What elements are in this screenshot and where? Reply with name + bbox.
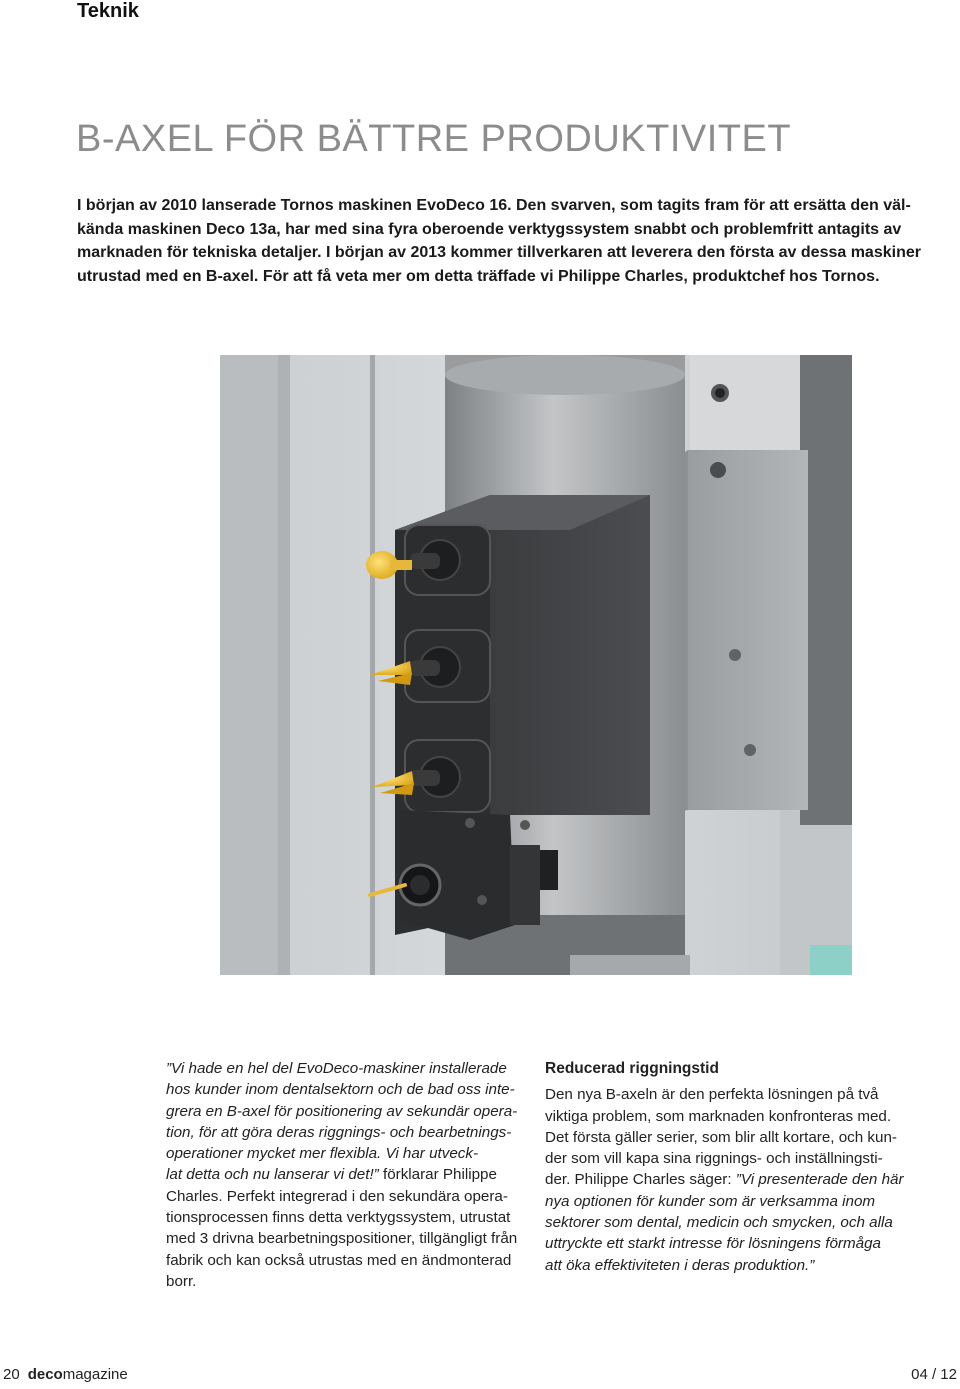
lede-line: marknaden för tekniska detaljer. I början av 2013 kommer tillverkaren att leverera den första av dessa maskiner: [77, 244, 921, 261]
page-number: 20: [3, 1366, 20, 1383]
body-line: Charles. Perfekt integrerad i den sekundära opera-: [166, 1187, 508, 1205]
section-label: Teknik: [77, 0, 139, 22]
mixed-line: [545, 1169, 904, 1190]
section-heading: Reducerad riggningstid: [545, 1060, 719, 1077]
body-line: Det första gäller serier, som blir allt kortare, och kun-: [545, 1128, 897, 1146]
lede-line: utrustad med en B-axel. För att få veta mer om detta träffade vi Philippe Charles, produktchef hos Tornos.: [77, 267, 880, 285]
lede-line: I början av 2010 lanserade Tornos maskinen EvoDeco 16. Den svarven, som tagits fram för att ersätta den väl-: [77, 197, 911, 214]
lede-paragraph: [77, 194, 921, 288]
left-column: [166, 1058, 522, 1292]
body-line: med 3 drivna bearbetningspositioner, tillgängligt från: [166, 1230, 518, 1248]
quote-line: nya optionen för kunder som är verksamma inom: [545, 1192, 876, 1210]
body-text: der. Philippe Charles säger:: [545, 1171, 736, 1189]
attribution: förklarar Philippe: [378, 1166, 497, 1184]
quote-line: tion, för att göra deras riggnings- och bearbetnings-: [166, 1123, 512, 1141]
quote-line: att öka effektiviteten i deras produktion.”: [545, 1256, 815, 1274]
body-line: borr.: [166, 1272, 197, 1290]
issue-number: 04 / 12: [911, 1366, 957, 1383]
brand-name-bold: deco: [27, 1366, 63, 1383]
body-line: viktiga problem, som marknaden konfronteras med.: [545, 1107, 892, 1125]
lede-line: kända maskinen Deco 13a, har med sina fyra oberoende verktygssystem snabbt och problemfritt antagits av: [77, 220, 902, 238]
quote-line: ”Vi hade en hel del EvoDeco-maskiner installerade: [166, 1060, 507, 1077]
quote-line: uttryckte ett starkt intresse för lösningens förmåga: [545, 1235, 881, 1253]
machine-tool-b-axis-photo: [220, 355, 852, 975]
footer-left: [3, 1366, 128, 1383]
quote-line: hos kunder inom dentalsektorn och de bad oss inte-: [166, 1081, 515, 1099]
body-line: fabrik och kan också utrustas med en ändmonterad: [166, 1251, 512, 1269]
right-column: [545, 1058, 904, 1276]
body-line: tionsprocessen finns detta verktygssystem, utrustat: [166, 1209, 511, 1227]
quote-text: ”Vi presenterade den här: [735, 1171, 904, 1189]
page-title: B-AXEL FÖR BÄTTRE PRODUKTIVITET: [76, 118, 792, 160]
body-line: der som vill kapa sina riggnings- och inställningsti-: [545, 1150, 883, 1168]
quote-line: operationer mycket mer flexibla. Vi har utveck-: [166, 1145, 479, 1163]
quote-line: lat detta och nu lanserar vi det!”: [166, 1166, 379, 1184]
brand-name-rest: magazine: [62, 1366, 128, 1383]
quote-line: grera en B-axel för positionering av sekundär opera-: [166, 1102, 518, 1120]
body-line: Den nya B-axeln är den perfekta lösningen på två: [545, 1086, 879, 1104]
quote-attribution-line: [166, 1164, 522, 1185]
quote-line: sektorer som dental, medicin och smycken, och alla: [545, 1214, 893, 1232]
